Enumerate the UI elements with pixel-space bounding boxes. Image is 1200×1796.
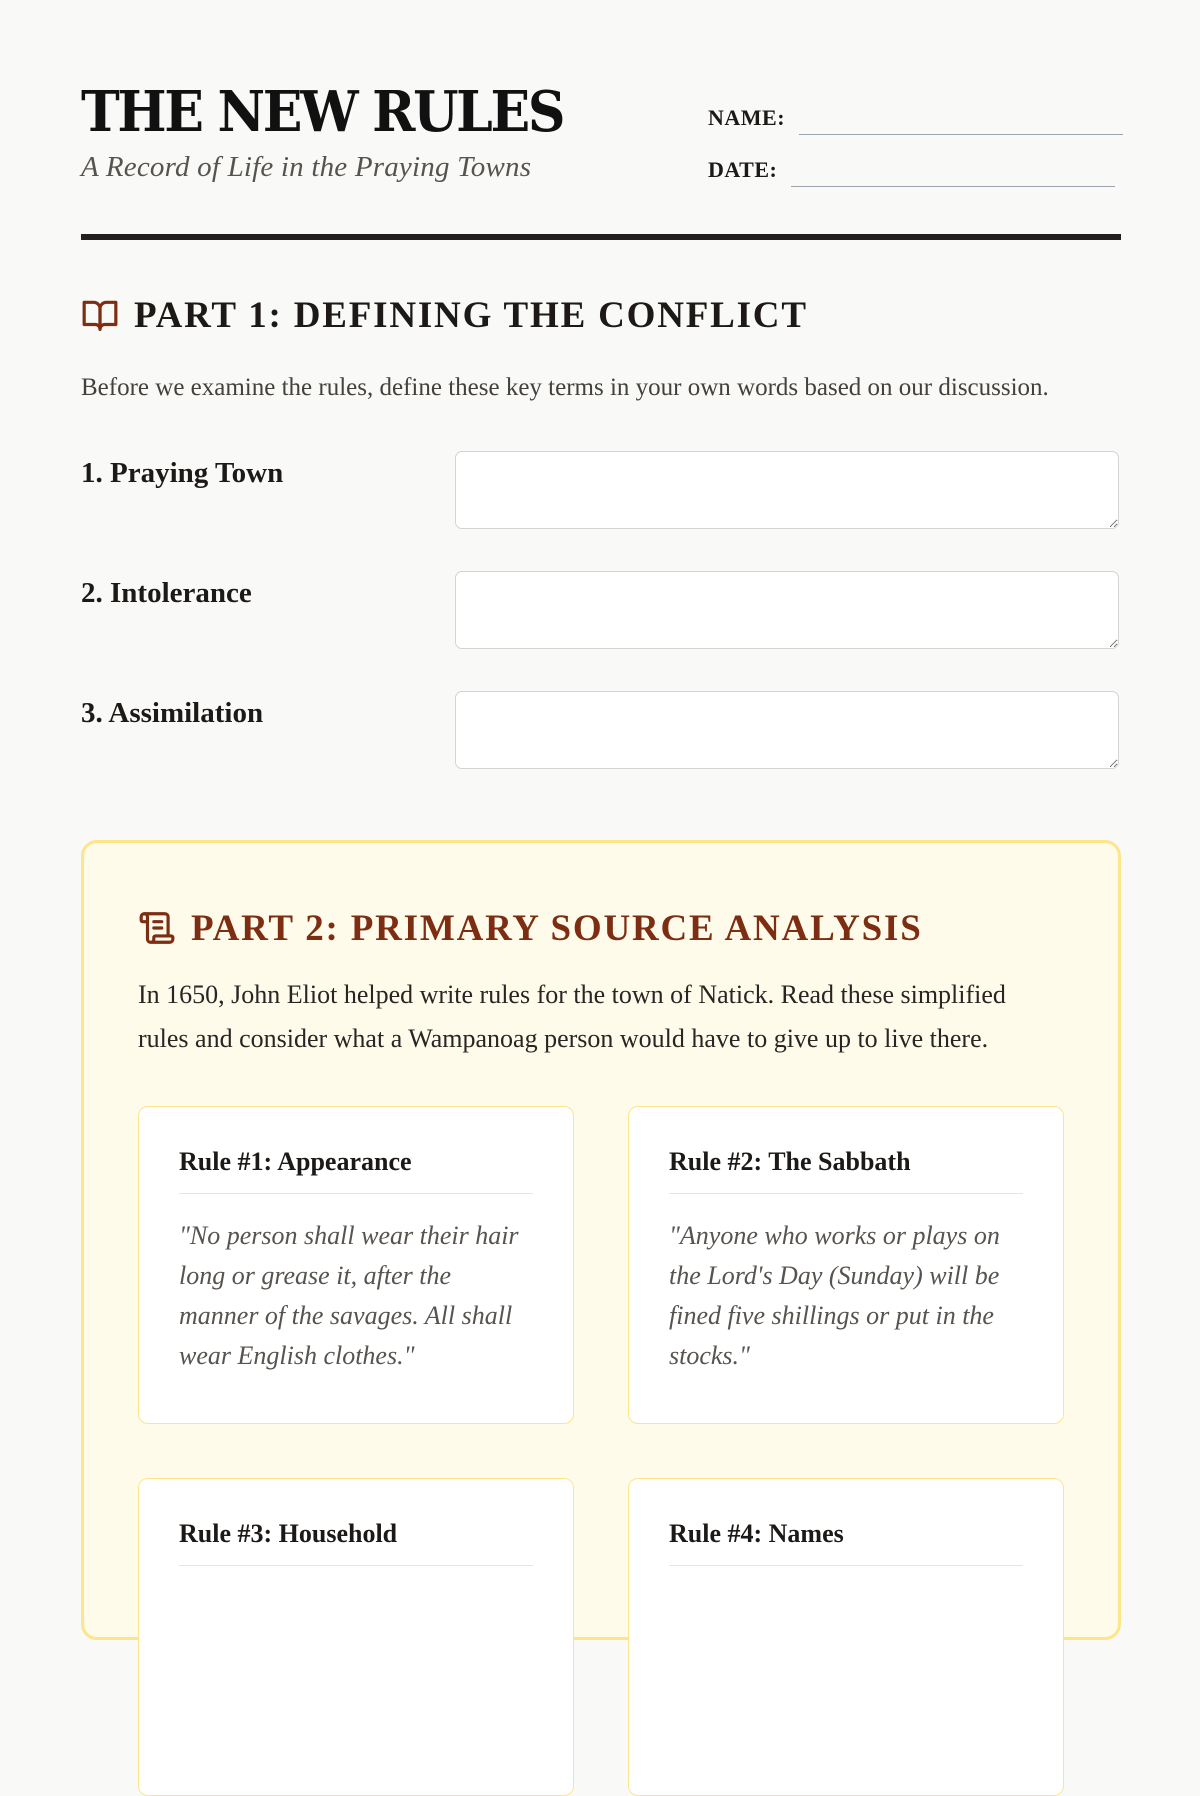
assimilation-definition-input[interactable] xyxy=(455,691,1119,769)
rule-title: Rule #4: Names xyxy=(669,1519,1023,1566)
part2-section xyxy=(81,840,1121,1640)
name-field-row xyxy=(708,102,1123,135)
worksheet-page xyxy=(81,0,1121,1548)
scroll-icon xyxy=(138,909,176,947)
open-book-icon xyxy=(81,296,119,334)
date-input[interactable] xyxy=(791,154,1115,187)
terms-list xyxy=(81,451,1121,771)
name-input[interactable] xyxy=(799,102,1123,135)
term-label: 3. Assimilation xyxy=(81,696,264,729)
rule-title: Rule #1: Appearance xyxy=(179,1147,533,1194)
rule-quote: "No person shall wear their hair long or grease it, after the manner of the savages. All shall wear English clothes." xyxy=(179,1220,519,1370)
term-label: 2. Intolerance xyxy=(81,576,252,609)
date-label: DATE: xyxy=(708,157,778,182)
part1-heading xyxy=(81,296,1121,334)
page-title: THE NEW RULES xyxy=(81,79,564,145)
intolerance-definition-input[interactable] xyxy=(455,571,1119,649)
rule-card-appearance xyxy=(138,1106,574,1424)
part2-heading xyxy=(138,909,923,947)
part1-intro: Before we examine the rules, define these key terms in your own words based on our discussion. xyxy=(81,374,1049,401)
term-row-intolerance xyxy=(81,571,1121,651)
part1-heading-text: PART 1: DEFINING THE CONFLICT xyxy=(134,294,808,336)
term-label: 1. Praying Town xyxy=(81,456,284,489)
page-subtitle: A Record of Life in the Praying Towns xyxy=(81,151,532,183)
part2-heading-text: PART 2: PRIMARY SOURCE ANALYSIS xyxy=(191,907,923,949)
term-row-assimilation xyxy=(81,691,1121,771)
name-label: NAME: xyxy=(708,105,786,130)
part1-section xyxy=(81,296,1121,771)
rule-title: Rule #2: The Sabbath xyxy=(669,1147,1023,1194)
rule-card-household xyxy=(138,1478,574,1796)
part2-intro: In 1650, John Eliot helped write rules for the town of Natick. Read these simplified rules and consider what a Wampanoag person would have to give up to live there. xyxy=(138,980,1006,1053)
term-row-praying-town xyxy=(81,451,1121,531)
rule-card-names xyxy=(628,1478,1064,1796)
header-divider xyxy=(81,234,1121,240)
praying-town-definition-input[interactable] xyxy=(455,451,1119,529)
worksheet-header xyxy=(81,0,1121,240)
rule-card-sabbath xyxy=(628,1106,1064,1424)
date-field-row xyxy=(708,154,1115,187)
rule-title: Rule #3: Household xyxy=(179,1519,533,1566)
rule-quote: "Anyone who works or plays on the Lord's Day (Sunday) will be fined five shillings or put in the stocks." xyxy=(669,1220,1000,1370)
